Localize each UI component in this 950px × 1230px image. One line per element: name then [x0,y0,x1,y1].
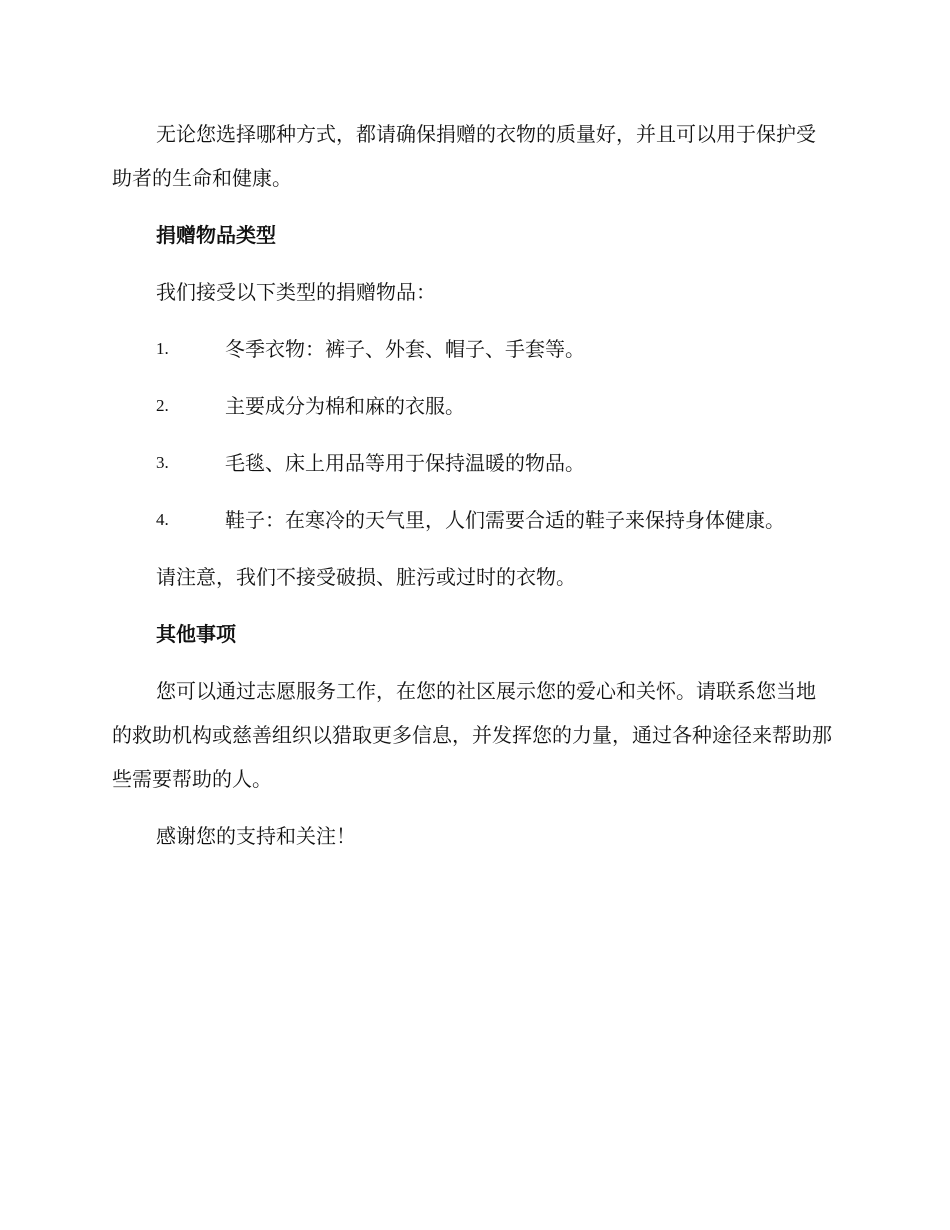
donation-types-list [112,327,832,542]
other-matters-paragraph: 您可以通过志愿服务工作，在您的社区展示您的爱心和关怀。请联系您当地的救助机构或慈善组织以猎取更多信息，并发挥您的力量，通过各种途径来帮助那些需要帮助的人。 [112,679,832,791]
list-item [112,498,832,542]
list-item-number: 4. [156,510,169,529]
list-item-number: 2. [156,396,169,415]
section-heading-donation-types: 捐赠物品类型 [156,223,276,247]
donation-types-intro: 我们接受以下类型的捐赠物品： [156,280,436,304]
list-item-text: 毛毯、床上用品等用于保持温暖的物品。 [225,451,585,475]
intro-paragraph: 无论您选择哪种方式，都请确保捐赠的衣物的质量好，并且可以用于保护受助者的生命和健康。 [112,122,816,190]
list-item [112,441,832,485]
list-item-number: 3. [156,453,169,472]
donation-note: 请注意，我们不接受破损、脏污或过时的衣物。 [156,565,576,589]
list-item [112,384,832,428]
thanks-paragraph: 感谢您的支持和关注！ [156,824,356,848]
list-item-number: 1. [156,339,169,358]
section-heading-other: 其他事项 [156,622,236,646]
document-page [112,112,832,871]
list-item-text: 主要成分为棉和麻的衣服。 [225,394,465,418]
list-item-text: 鞋子：在寒冷的天气里，人们需要合适的鞋子来保持身体健康。 [225,508,785,532]
list-item [112,327,832,371]
list-item-text: 冬季衣物：裤子、外套、帽子、手套等。 [225,337,585,361]
